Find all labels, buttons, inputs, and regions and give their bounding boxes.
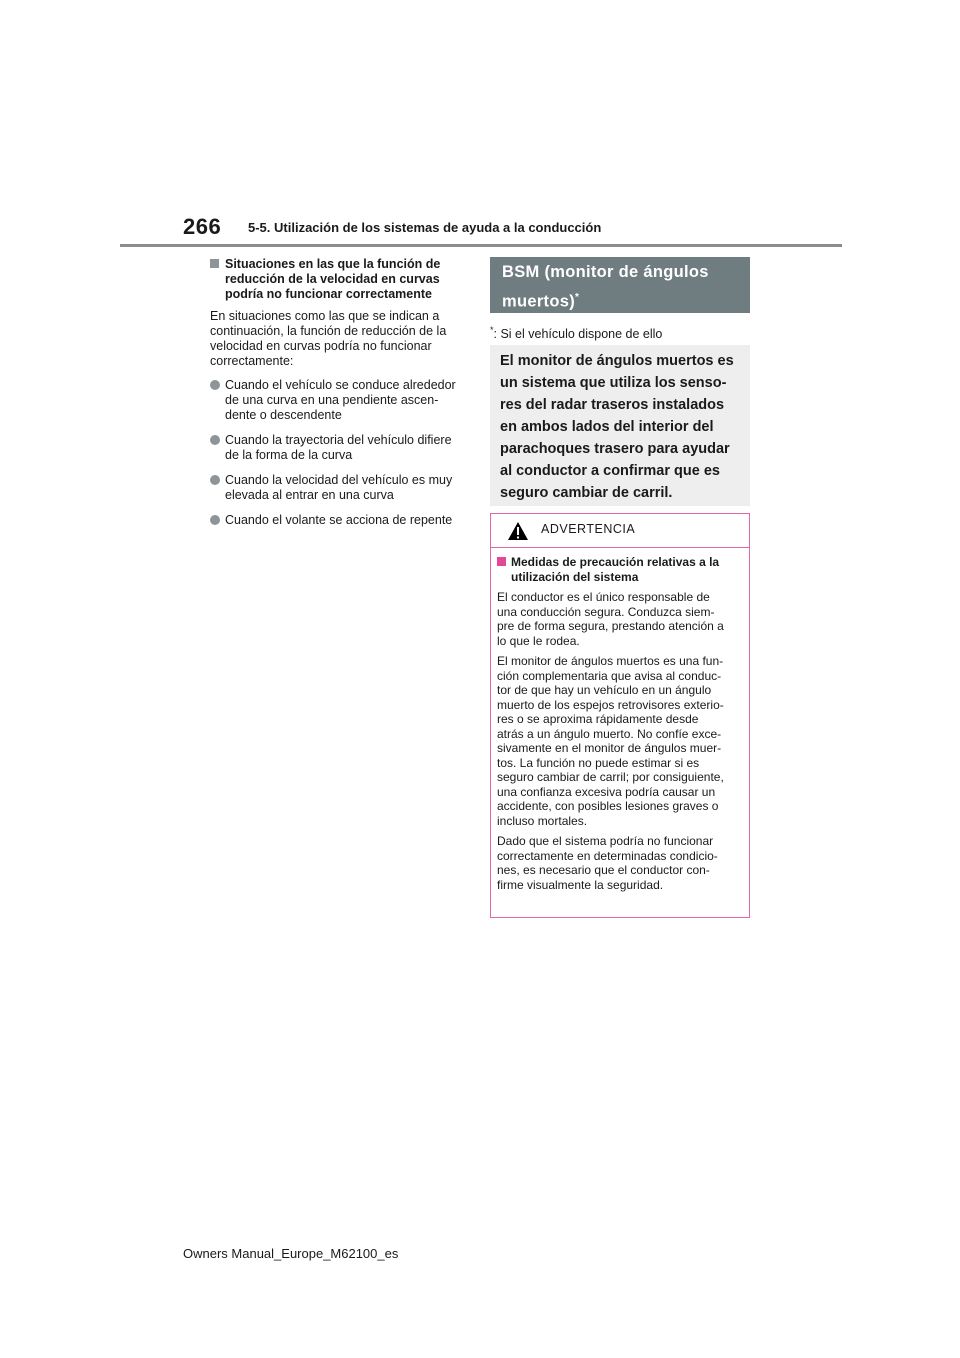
text-line: nes, es necesario que el conductor con- (497, 863, 710, 877)
text-line: correctamente: (210, 354, 294, 368)
heading-line: Situaciones en las que la función de (225, 257, 441, 271)
text-line: res del radar traseros instalados (500, 397, 725, 413)
warning-title: ADVERTENCIA (541, 522, 636, 536)
text-line: Cuando la velocidad del vehículo es muy (225, 473, 453, 487)
text-line: continuación, la función de reducción de la (210, 324, 447, 338)
text-line: tor de que hay un vehículo en un ángulo (497, 683, 712, 697)
text-line: en ambos lados del interior del (500, 419, 714, 435)
text-line: Dado que el sistema podría no funcionar (497, 834, 714, 848)
warning-triangle-icon (507, 521, 529, 541)
intro-paragraph (210, 309, 465, 369)
list-item (210, 378, 465, 423)
text-line: un sistema que utiliza los senso- (500, 375, 727, 391)
text-line: muerto de los espejos retrovisores exterio- (497, 697, 724, 712)
text-line: El monitor de ángulos muertos es una fun- (497, 654, 724, 668)
text-line: pre de forma segura, prestando atención a (497, 619, 724, 633)
list-item (210, 433, 465, 463)
square-bullet-icon (210, 259, 219, 268)
list-item (210, 513, 465, 528)
warning-body (491, 548, 749, 892)
text-line: seguro cambiar de carril. (500, 485, 673, 501)
circle-bullet-icon (210, 435, 220, 445)
text-line: seguro cambiar de carril; por consiguiente, (497, 770, 724, 784)
text-line: Medidas de precaución relativas a la (511, 555, 720, 569)
warning-box (490, 513, 750, 918)
square-bullet-icon (497, 557, 506, 566)
text-line: lo que le rodea. (497, 633, 580, 648)
footnote-marker: * (575, 292, 580, 303)
text-line: utilización del sistema (511, 569, 639, 584)
warning-subheading (497, 555, 743, 584)
footnote-text: : Si el vehículo dispone de ello (493, 327, 663, 342)
text-line: incluso mortales. (497, 813, 588, 828)
heading-line: podría no funcionar correctamente (225, 287, 432, 301)
text-line: accidente, con posibles lesiones graves o (497, 799, 719, 813)
list-item (210, 473, 465, 503)
text-line: una conducción segura. Conduzca siem- (497, 604, 715, 619)
warning-paragraph (497, 834, 743, 892)
text-line: El conductor es el único responsable de (497, 590, 710, 604)
text-line: ción complementaria que avisa al conduc- (497, 668, 722, 683)
text-line: El monitor de ángulos muertos es (500, 353, 734, 369)
text-line: de la forma de la curva (225, 448, 353, 462)
footnote (490, 325, 662, 341)
text-line: tos. La función no puede estimar si es (497, 755, 700, 770)
heading-line: reducción de la velocidad en curvas (225, 272, 440, 286)
text-line: firme visualmente la seguridad. (497, 877, 664, 892)
text-line: una confianza excesiva podría causar un (497, 784, 716, 799)
bsm-title-line (502, 285, 738, 315)
bsm-title-box (490, 257, 750, 313)
text-line: En situaciones como las que se indican a (210, 309, 440, 323)
curve-speed-heading (210, 257, 465, 302)
section-title: 5-5. Utilización de los sistemas de ayuda a la conducción (248, 220, 602, 235)
warning-paragraph (497, 654, 743, 828)
text-line: de una curva en una pendiente ascen- (225, 393, 439, 407)
text-line: parachoques trasero para ayudar (500, 441, 730, 457)
header-divider (120, 244, 842, 247)
circle-bullet-icon (210, 515, 220, 525)
circle-bullet-icon (210, 475, 220, 485)
text-line: velocidad en curvas podría no funcionar (210, 339, 432, 353)
warning-paragraph (497, 590, 743, 648)
text-line: dente o descendente (225, 408, 342, 422)
text-line: correctamente en determinadas condicio- (497, 848, 718, 863)
text-line: elevada al entrar en una curva (225, 488, 394, 502)
left-column (210, 257, 465, 538)
text-line: Cuando el vehículo se conduce alrededor (225, 378, 456, 392)
page-number: 266 (183, 214, 222, 239)
bsm-title-line: BSM (monitor de ángulos (502, 263, 709, 281)
text-line: Cuando la trayectoria del vehículo difiere (225, 433, 452, 447)
bsm-title-text: muertos) (502, 292, 575, 311)
footnote-marker: * (490, 325, 494, 335)
bsm-intro-box (490, 345, 750, 506)
text-line: sivamente en el monitor de ángulos muer- (497, 741, 722, 755)
footer-manual-id: Owners Manual_Europe_M62100_es (183, 1246, 399, 1261)
warning-header (491, 514, 749, 548)
text-line: res o se aproxima rápidamente desde (497, 712, 699, 726)
circle-bullet-icon (210, 380, 220, 390)
text-line: al conductor a confirmar que es (500, 463, 720, 479)
text-line: Cuando el volante se acciona de repente (225, 513, 453, 527)
text-line: atrás a un ángulo muerto. No confíe exce- (497, 726, 722, 741)
